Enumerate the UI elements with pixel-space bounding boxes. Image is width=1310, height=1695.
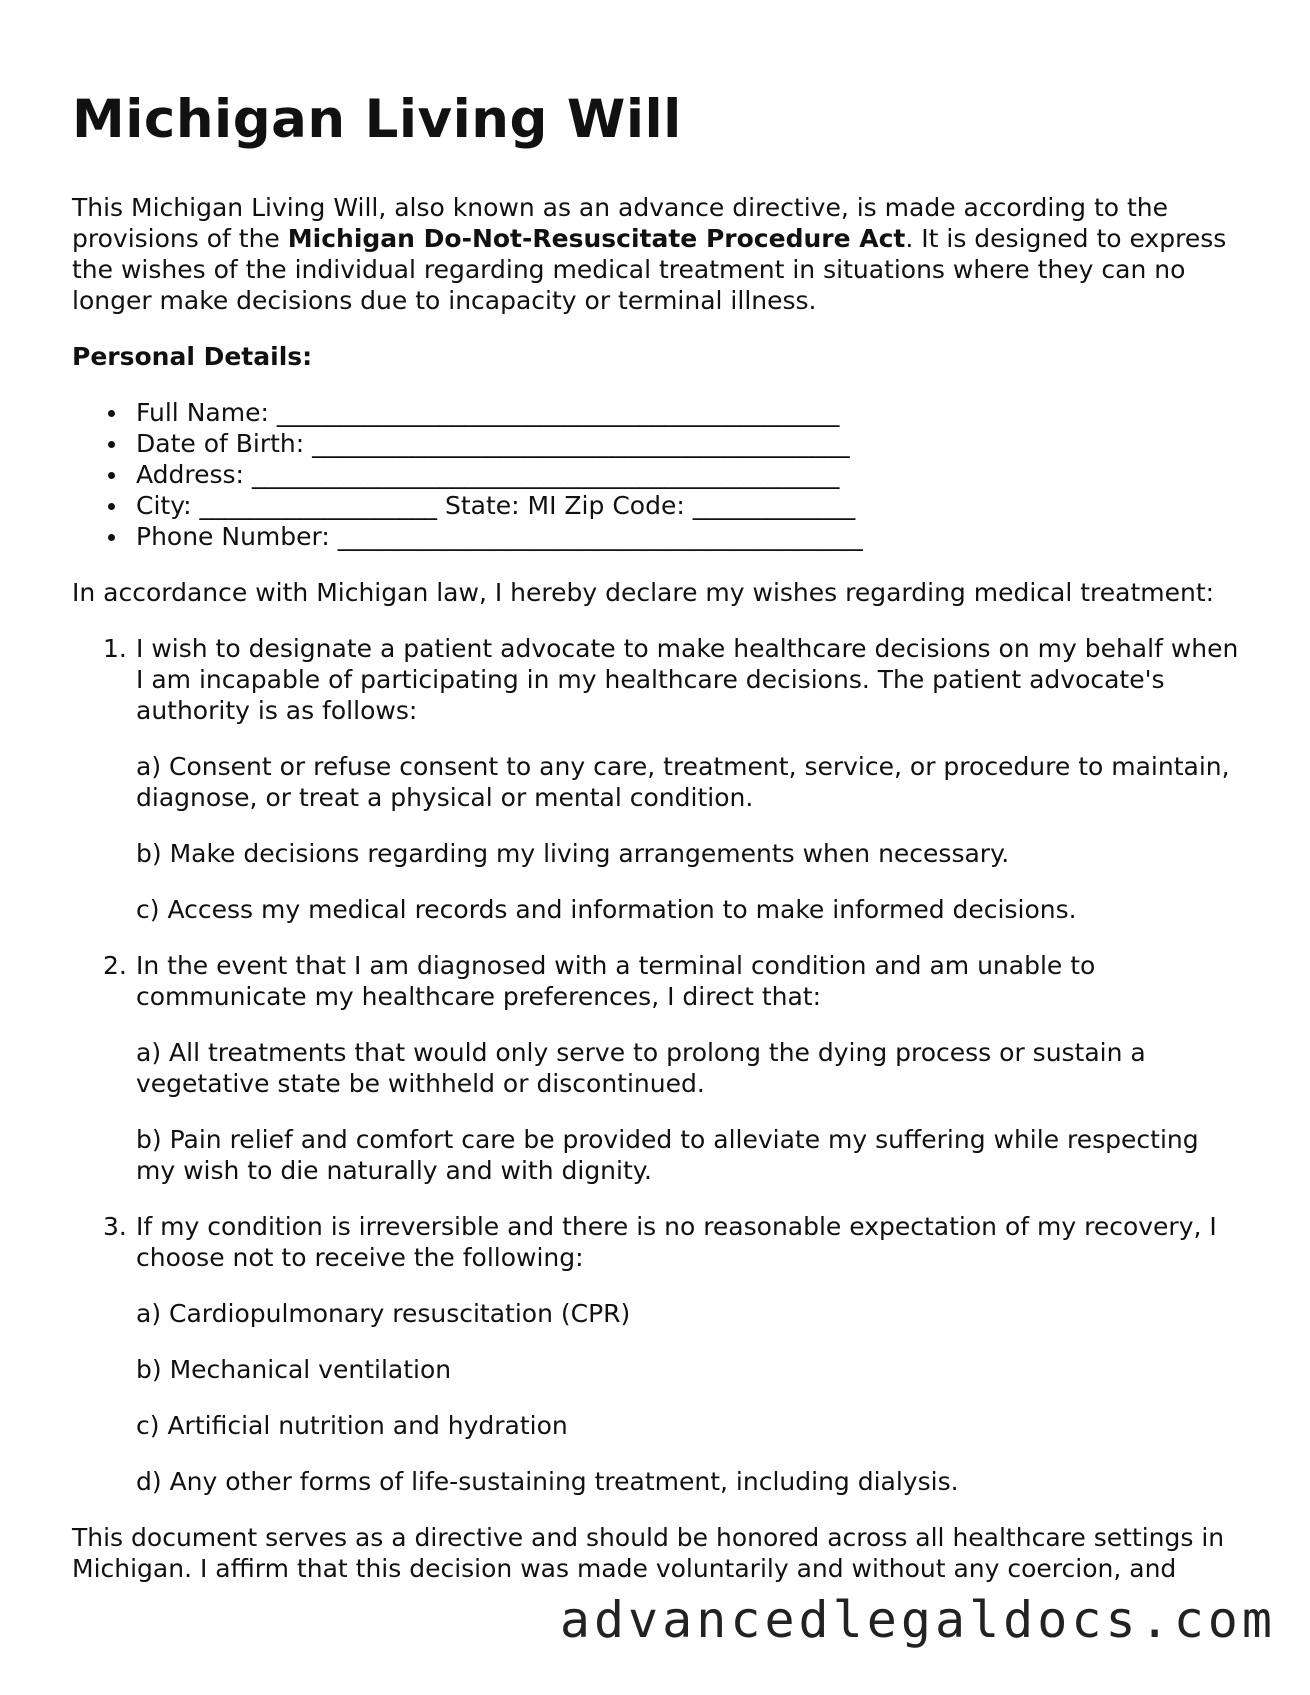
provision-number: 2. <box>103 951 127 980</box>
document-page <box>72 88 1242 1584</box>
provision-text: In the event that I am diagnosed with a terminal condition and am unable to communicate my healthcare preferences, I direct that: <box>136 951 1096 1011</box>
provision-subitem: a) All treatments that would only serve to prolong the dying process or sustain a vegetative state be withheld or discontinued. <box>136 1038 1146 1098</box>
city-state-zip-field[interactable]: City: ___________________ State: MI Zip Code: _____________ <box>136 490 1242 521</box>
date-of-birth-field[interactable]: Date of Birth: ___________________________________________ <box>136 428 1242 459</box>
phone-number-field[interactable]: Phone Number: __________________________________________ <box>136 521 1242 552</box>
intro-text-end: . It is designed to express the wishes of the individual regarding medical treatment in situations where they can no longer make decisions due to incapacity or terminal illness. <box>72 224 1227 315</box>
closing-paragraph: This document serves as a directive and should be honored across all healthcare settings in Michigan. I affirm that this decision was made voluntarily and without any coercion, and <box>72 1523 1225 1583</box>
provision-subitem: b) Pain relief and comfort care be provided to alleviate my suffering while respecting my wish to die naturally and with dignity. <box>136 1125 1199 1185</box>
provision-subitem: d) Any other forms of life-sustaining treatment, including dialysis. <box>136 1467 959 1496</box>
provision-subitem: a) Consent or refuse consent to any care, treatment, service, or procedure to maintain, diagnose, or treat a physical or mental condition. <box>136 752 1230 812</box>
provisions-list <box>72 633 1242 1497</box>
document-title: Michigan Living Will <box>72 89 682 150</box>
provision-text: I wish to designate a patient advocate to make healthcare decisions on my behalf when I am incapable of participating in my healthcare decisions. The patient advocate's authority is as follows: <box>136 634 1239 725</box>
full-name-field[interactable]: Full Name: _____________________________________________ <box>136 397 1242 428</box>
provision-item <box>103 633 1242 925</box>
act-name: Michigan Do-Not-Resuscitate Procedure Act <box>287 224 906 253</box>
watermark: advancedlegaldocs.com <box>559 1591 1276 1649</box>
provision-item <box>103 950 1242 1186</box>
provision-number: 1. <box>103 634 127 663</box>
provision-item <box>103 1211 1242 1497</box>
intro-text-start: This Michigan Living Will, also known as an advance directive, is made according to the provisions of the <box>72 193 1169 253</box>
provision-subitem: b) Mechanical ventilation <box>136 1355 452 1384</box>
provision-subitem: c) Access my medical records and information to make informed decisions. <box>136 895 1077 924</box>
provision-text: If my condition is irreversible and there is no reasonable expectation of my recovery, I choose not to receive the following: <box>136 1212 1217 1272</box>
provision-subitem: a) Cardiopulmonary resuscitation (CPR) <box>136 1299 631 1328</box>
provision-subitem: c) Artificial nutrition and hydration <box>136 1411 568 1440</box>
intro-paragraph <box>72 192 1242 316</box>
provision-subitem: b) Make decisions regarding my living arrangements when necessary. <box>136 839 1010 868</box>
declaration-paragraph: In accordance with Michigan law, I hereby declare my wishes regarding medical treatment: <box>72 578 1215 607</box>
address-field[interactable]: Address: _______________________________________________ <box>136 459 1242 490</box>
personal-details-heading: Personal Details: <box>72 342 313 371</box>
personal-details-list <box>72 397 1242 552</box>
provision-number: 3. <box>103 1212 127 1241</box>
